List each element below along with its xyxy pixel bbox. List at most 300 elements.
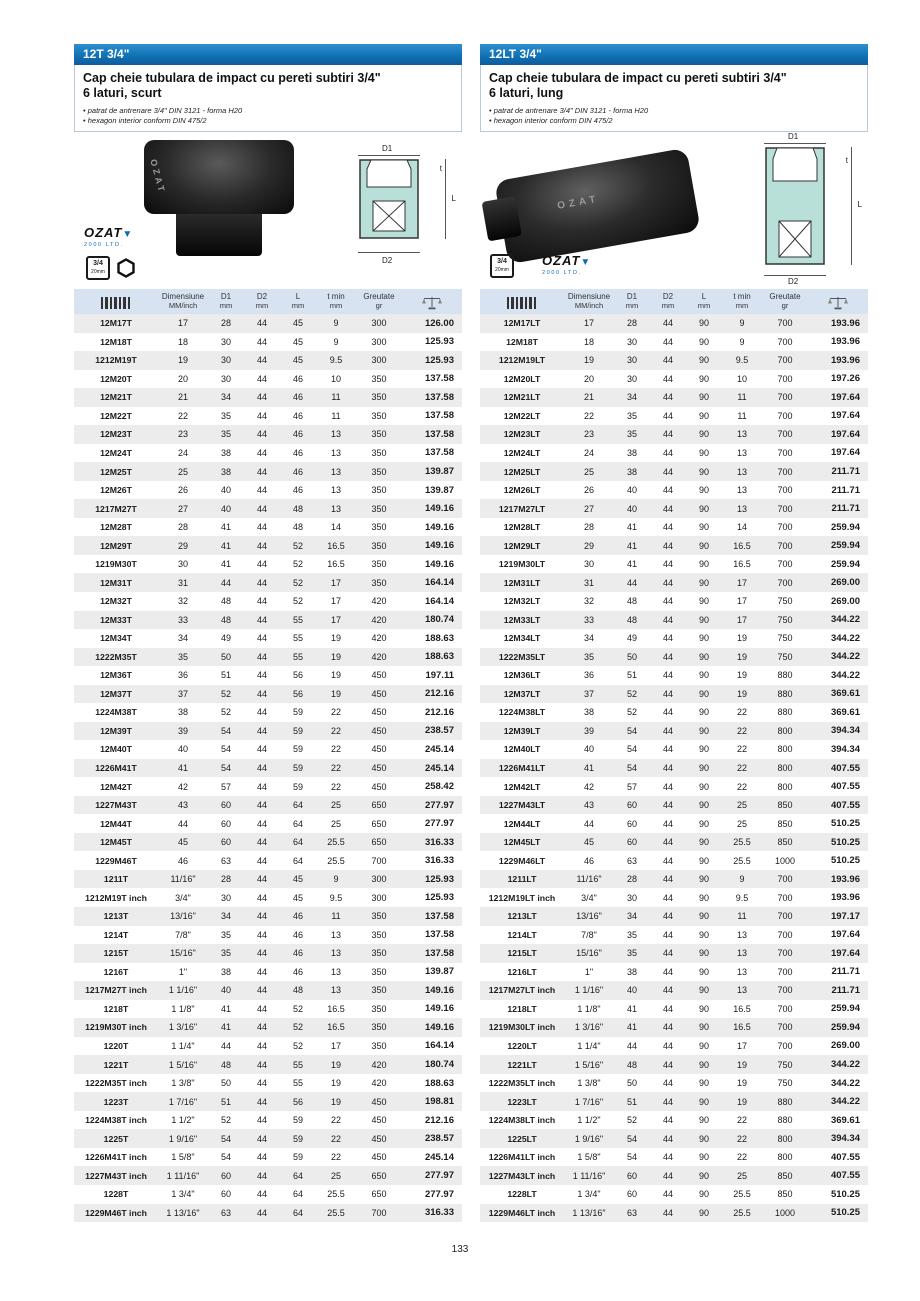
product-value: 17	[736, 1040, 747, 1051]
product-value: 90	[698, 1170, 709, 1181]
product-price: 259.94	[830, 521, 860, 533]
product-value: 300	[371, 336, 387, 347]
product-row	[480, 1185, 868, 1204]
product-value: 35	[220, 948, 231, 959]
product-value: 13	[736, 447, 747, 458]
product-row	[480, 796, 868, 815]
product-value: 420	[371, 1078, 387, 1089]
product-value: 25	[177, 466, 188, 477]
product-value: 700	[777, 911, 793, 922]
product-value: 450	[371, 781, 387, 792]
product-value: 46	[292, 466, 303, 477]
product-price: 394.34	[830, 725, 860, 737]
product-value: 880	[777, 670, 793, 681]
product-value: 44	[256, 670, 267, 681]
product-value: 650	[371, 837, 387, 848]
product-value: 44	[256, 540, 267, 551]
product-value: 90	[698, 1040, 709, 1051]
product-code: 1227M43T	[95, 800, 137, 811]
product-value: 22	[736, 707, 747, 718]
product-value: 44	[662, 1152, 673, 1163]
product-code: 1211LT	[507, 874, 537, 885]
product-value: 1 1/16"	[574, 985, 604, 996]
product-value: 59	[292, 707, 303, 718]
dim-line-d1	[764, 143, 826, 144]
product-code: 1228T	[103, 1189, 129, 1200]
product-price: 510.25	[830, 1188, 860, 1200]
product-value: 650	[371, 1170, 387, 1181]
product-price: 149.16	[424, 540, 454, 552]
product-code: 12M17T	[100, 318, 132, 329]
photo-engraving: OZAT	[147, 158, 167, 196]
product-value: 13	[736, 929, 747, 940]
product-value: 1 3/16"	[168, 1022, 198, 1033]
product-value: 700	[777, 929, 793, 940]
product-value: 51	[626, 670, 637, 681]
product-value: 34	[583, 633, 594, 644]
product-value: 34	[220, 911, 231, 922]
product-row	[74, 611, 462, 630]
product-value: 44	[256, 1096, 267, 1107]
product-spec-table	[480, 289, 868, 1222]
product-value: 44	[256, 466, 267, 477]
product-value: 17	[736, 577, 747, 588]
product-photo-short-socket	[136, 140, 301, 262]
product-value: 90	[698, 596, 709, 607]
product-value: 52	[292, 1040, 303, 1051]
product-code: 1222M35LT	[498, 651, 546, 662]
product-row	[74, 462, 462, 481]
socket-head	[144, 140, 294, 214]
product-value: 350	[371, 447, 387, 458]
product-value: 22	[736, 1115, 747, 1126]
product-value: 40	[583, 744, 594, 755]
product-value: 3/4"	[175, 892, 191, 903]
product-price: 164.14	[424, 577, 454, 589]
product-value: 880	[777, 688, 793, 699]
product-value: 18	[583, 336, 594, 347]
product-value: 30	[177, 559, 188, 570]
product-value: 36	[583, 670, 594, 681]
product-code: 12M29T	[100, 540, 132, 551]
bullet-item	[489, 106, 859, 116]
product-value: 25.5	[327, 1189, 345, 1200]
product-value: 11	[331, 392, 341, 403]
product-value: 35	[220, 410, 231, 421]
product-value: 46	[292, 447, 303, 458]
product-price: 125.93	[424, 354, 454, 366]
product-price: 125.93	[424, 892, 454, 904]
product-value: 44	[662, 985, 673, 996]
product-code: 12M44T	[100, 818, 132, 829]
product-value: 60	[220, 818, 231, 829]
product-value: 54	[220, 1133, 231, 1144]
product-value: 90	[698, 874, 709, 885]
product-value: 20	[177, 373, 188, 384]
product-code: 12M28T	[100, 522, 132, 533]
product-price: 149.16	[424, 558, 454, 570]
product-price: 510.25	[830, 1207, 860, 1219]
product-code: 1214T	[103, 929, 129, 940]
product-value: 46	[292, 429, 303, 440]
product-value: 1 5/16"	[574, 1059, 604, 1070]
dim-label-d1: D1	[382, 144, 393, 153]
product-value: 9	[739, 336, 745, 347]
ozat-logo-triangle-icon: ▼	[122, 229, 133, 240]
product-value: 34	[177, 633, 188, 644]
product-value: 90	[698, 707, 709, 718]
product-price: 137.58	[424, 447, 454, 459]
product-row	[480, 851, 868, 870]
product-value: 37	[177, 688, 188, 699]
product-value: 40	[626, 485, 637, 496]
product-row	[480, 333, 868, 352]
product-value: 44	[662, 911, 673, 922]
product-value: 350	[371, 373, 387, 384]
product-value: 44	[256, 707, 267, 718]
product-price: 407.55	[830, 781, 860, 793]
dim-label-d2: D2	[788, 277, 799, 286]
product-value: 44	[662, 707, 673, 718]
product-code: 1216LT	[507, 966, 537, 977]
product-price: 316.33	[424, 836, 454, 848]
product-value: 16.5	[327, 1022, 345, 1033]
product-price: 197.26	[830, 373, 860, 385]
product-value: 37	[583, 688, 594, 699]
product-value: 28	[220, 874, 231, 885]
product-row	[480, 314, 868, 333]
product-code: 12M17LT	[503, 318, 541, 329]
product-spec-table	[74, 289, 462, 1222]
product-value: 45	[292, 318, 303, 329]
product-value: 11/16"	[170, 874, 196, 885]
product-value: 24	[583, 447, 594, 458]
product-value: 22	[330, 763, 341, 774]
product-value: 1 3/16"	[574, 1022, 604, 1033]
cross-section-drawing	[359, 159, 419, 239]
product-value: 13	[330, 503, 341, 514]
product-value: 44	[662, 596, 673, 607]
product-code: 12M45LT	[503, 837, 541, 848]
product-value: 56	[292, 688, 303, 699]
product-code: 1229M46T inch	[85, 1207, 147, 1218]
product-value: 57	[626, 781, 637, 792]
product-row	[480, 370, 868, 389]
product-value: 25.5	[327, 837, 345, 848]
product-value: 49	[626, 633, 637, 644]
price-column-header	[808, 289, 868, 314]
product-value: 38	[220, 447, 231, 458]
col-dimensiune: Dimensiune	[564, 289, 614, 301]
square-drive-icon	[86, 256, 110, 280]
product-price: 369.61	[830, 688, 860, 700]
product-value: 300	[371, 874, 387, 885]
product-code: 1217M27T inch	[85, 985, 147, 996]
product-row	[480, 573, 868, 592]
bullet-dot: •	[83, 116, 86, 125]
col-greutate-units: gr	[356, 301, 402, 314]
product-value: 64	[292, 1207, 303, 1218]
product-value: 420	[371, 633, 387, 644]
product-value: 44	[256, 503, 267, 514]
product-value: 25.5	[327, 855, 345, 866]
product-value: 850	[777, 1170, 793, 1181]
product-value: 350	[371, 559, 387, 570]
product-value: 46	[292, 911, 303, 922]
product-row	[480, 777, 868, 796]
product-row	[74, 499, 462, 518]
ozat-logo	[542, 253, 591, 278]
product-row	[74, 333, 462, 352]
product-row	[74, 814, 462, 833]
product-code: 12M40LT	[503, 744, 541, 755]
product-value: 30	[220, 336, 231, 347]
product-code: 1227M43LT inch	[488, 1170, 556, 1181]
product-value: 52	[220, 1115, 231, 1126]
product-value: 13	[736, 503, 747, 514]
product-value: 63	[220, 855, 231, 866]
col-d1: D1	[614, 289, 650, 301]
product-code: 12M25LT	[503, 466, 541, 477]
product-value: 39	[177, 725, 188, 736]
product-value: 35	[177, 651, 188, 662]
product-value: 44	[662, 837, 673, 848]
product-value: 22	[736, 744, 747, 755]
product-value: 44	[662, 855, 673, 866]
product-value: 54	[220, 725, 231, 736]
product-value: 1 1/8"	[171, 1003, 195, 1014]
product-value: 41	[177, 763, 188, 774]
product-value: 19	[330, 688, 341, 699]
product-price: 193.96	[830, 354, 860, 366]
product-row	[74, 1148, 462, 1167]
product-code: 12M29LT	[503, 540, 541, 551]
product-code: 12M21LT	[503, 392, 541, 403]
product-price: 510.25	[830, 836, 860, 848]
product-value: 90	[698, 1022, 709, 1033]
product-value: 19	[736, 651, 747, 662]
product-row	[480, 648, 868, 667]
product-code: 12M31LT	[503, 577, 541, 588]
product-value: 1000	[774, 855, 796, 866]
product-value: 34	[626, 911, 637, 922]
product-value: 54	[626, 725, 637, 736]
bullet-dot: •	[489, 106, 492, 115]
product-value: 300	[371, 318, 387, 329]
product-price: 188.63	[424, 651, 454, 663]
product-code: 12M18T	[100, 336, 132, 347]
product-value: 27	[583, 503, 594, 514]
product-value: 44	[256, 985, 267, 996]
product-value: 17	[736, 596, 747, 607]
product-value: 55	[292, 1078, 303, 1089]
product-value: 700	[777, 466, 793, 477]
product-value: 52	[292, 596, 303, 607]
product-value: 11	[737, 911, 747, 922]
product-price: 211.71	[831, 484, 860, 496]
product-value: 44	[662, 1170, 673, 1181]
product-value: 450	[371, 1115, 387, 1126]
product-code: 12M33LT	[503, 614, 541, 625]
product-value: 700	[777, 966, 793, 977]
product-value: 850	[777, 800, 793, 811]
product-row	[480, 703, 868, 722]
product-value: 44	[256, 1133, 267, 1144]
code-column-header	[480, 289, 564, 314]
product-value: 41	[220, 540, 231, 551]
product-value: 35	[583, 651, 594, 662]
product-code: 1222M35T inch	[85, 1078, 147, 1089]
col-tmin-units: mm	[722, 301, 762, 314]
product-value: 90	[698, 948, 709, 959]
product-value: 48	[626, 596, 637, 607]
product-row	[74, 1185, 462, 1204]
scale-icon	[421, 296, 443, 310]
product-value: 300	[371, 892, 387, 903]
product-value: 44	[256, 336, 267, 347]
product-value: 64	[292, 837, 303, 848]
product-value: 450	[371, 1152, 387, 1163]
product-value: 54	[220, 744, 231, 755]
product-value: 700	[777, 874, 793, 885]
product-row	[74, 648, 462, 667]
product-value: 48	[292, 503, 303, 514]
product-code: 12M22LT	[503, 410, 541, 421]
product-code: 1228LT	[507, 1189, 537, 1200]
product-value: 1"	[584, 966, 594, 977]
product-value: 28	[626, 318, 637, 329]
product-value: 17	[583, 318, 594, 329]
section-title-line1: Cap cheie tubulara de impact cu pereti subtiri 3/4"	[489, 71, 787, 85]
product-value: 44	[662, 1022, 673, 1033]
product-row	[480, 1166, 868, 1185]
product-row	[480, 963, 868, 982]
product-value: 350	[371, 522, 387, 533]
product-row	[74, 1111, 462, 1130]
col-l-units: mm	[686, 301, 722, 314]
product-value: 700	[777, 948, 793, 959]
product-row	[480, 388, 868, 407]
product-price: 259.94	[830, 558, 860, 570]
product-value: 19	[330, 651, 341, 662]
product-value: 45	[292, 874, 303, 885]
product-code: 1223LT	[507, 1096, 537, 1107]
dim-label-d1: D1	[788, 132, 799, 141]
product-value: 17	[177, 318, 188, 329]
ozat-logo-subtext: 2000 LTD.	[84, 242, 124, 248]
product-price: 407.55	[830, 799, 860, 811]
product-code: 12M37T	[100, 688, 132, 699]
product-value: 450	[371, 1133, 387, 1144]
product-value: 33	[177, 614, 188, 625]
product-price: 197.64	[830, 447, 860, 459]
product-code: 1212M19T	[95, 355, 137, 366]
product-value: 44	[662, 966, 673, 977]
product-value: 11	[737, 392, 747, 403]
product-price: 149.16	[424, 984, 454, 996]
product-price: 510.25	[830, 855, 860, 867]
product-row	[480, 1074, 868, 1093]
product-value: 90	[698, 355, 709, 366]
product-row	[74, 703, 462, 722]
product-value: 40	[626, 503, 637, 514]
product-value: 45	[583, 837, 594, 848]
product-row	[74, 407, 462, 426]
product-value: 45	[292, 892, 303, 903]
product-code: 12M26LT	[503, 485, 541, 496]
product-value: 90	[698, 373, 709, 384]
product-value: 1 9/16"	[574, 1133, 604, 1144]
product-value: 13/16"	[576, 911, 602, 922]
col-l: L	[280, 289, 316, 301]
product-value: 38	[220, 466, 231, 477]
product-price: 212.16	[424, 688, 454, 700]
product-value: 22	[736, 763, 747, 774]
product-value: 19	[330, 633, 341, 644]
product-value: 700	[777, 503, 793, 514]
product-value: 44	[256, 1189, 267, 1200]
product-row	[74, 1129, 462, 1148]
product-value: 44	[662, 577, 673, 588]
product-value: 60	[626, 1189, 637, 1200]
product-price: 316.33	[424, 855, 454, 867]
product-value: 90	[698, 800, 709, 811]
dim-line-d2	[358, 252, 420, 253]
product-value: 45	[292, 355, 303, 366]
product-value: 800	[777, 744, 793, 755]
product-code: 12M28LT	[503, 522, 541, 533]
product-price: 277.97	[424, 799, 454, 811]
product-value: 28	[220, 318, 231, 329]
product-value: 16.5	[327, 559, 345, 570]
product-row	[480, 1055, 868, 1074]
product-price: 188.63	[424, 632, 454, 644]
col-d1: D1	[208, 289, 244, 301]
product-value: 64	[292, 1170, 303, 1181]
product-code: 1212M19LT	[498, 355, 546, 366]
product-value: 16.5	[327, 540, 345, 551]
figure-area	[74, 132, 462, 289]
product-value: 64	[292, 800, 303, 811]
product-value: 19	[736, 1059, 747, 1070]
product-value: 19	[330, 670, 341, 681]
product-value: 44	[256, 429, 267, 440]
product-code: 1224M38T	[95, 707, 137, 718]
product-row	[74, 444, 462, 463]
product-value: 90	[698, 985, 709, 996]
product-value: 50	[626, 1078, 637, 1089]
product-value: 90	[698, 855, 709, 866]
product-value: 40	[626, 985, 637, 996]
product-value: 90	[698, 892, 709, 903]
product-value: 64	[292, 855, 303, 866]
product-row	[480, 1204, 868, 1223]
product-value: 44	[256, 651, 267, 662]
col-d1-units: mm	[614, 301, 650, 314]
product-code: 12M44LT	[503, 818, 541, 829]
product-value: 44	[256, 725, 267, 736]
product-value: 59	[292, 744, 303, 755]
bullet-dot: •	[83, 106, 86, 115]
product-value: 40	[220, 985, 231, 996]
product-value: 450	[371, 707, 387, 718]
product-price: 193.96	[830, 336, 860, 348]
product-value: 41	[220, 1003, 231, 1014]
product-value: 44	[662, 559, 673, 570]
product-price: 125.93	[424, 336, 454, 348]
product-value: 38	[626, 466, 637, 477]
product-row	[480, 888, 868, 907]
